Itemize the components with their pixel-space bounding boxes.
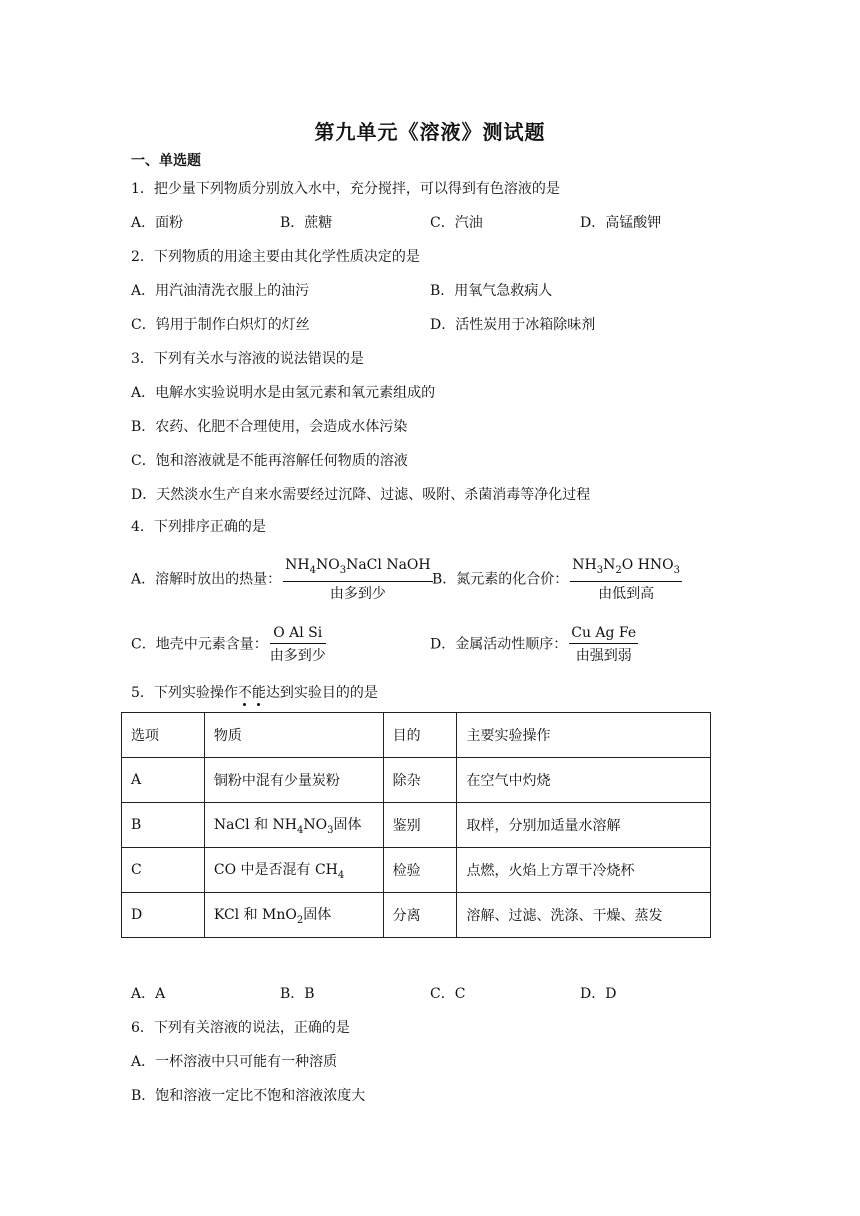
table-cell-operation: 取样，分别加适量水溶解 xyxy=(457,803,711,848)
table-cell-option: C xyxy=(122,848,205,893)
q4-option-d-fraction xyxy=(569,624,638,665)
question-4-stem: 4．下列排序正确的是 xyxy=(131,519,266,535)
q4-option-b xyxy=(432,556,684,603)
table-row xyxy=(122,893,711,938)
table-cell-purpose: 鉴别 xyxy=(383,803,457,848)
q4-option-c-fraction xyxy=(270,624,326,665)
table-cell-purpose: 检验 xyxy=(383,848,457,893)
q1-option-c: C．汽油 xyxy=(430,215,483,231)
q4-option-b-label: B．氮元素的化合价： xyxy=(432,571,569,588)
table-cell-option: B xyxy=(122,803,205,848)
q4-option-c-label: C．地壳中元素含量： xyxy=(131,636,268,653)
table-cell-operation: 在空气中灼烧 xyxy=(457,758,711,803)
table-cell-option: A xyxy=(122,758,205,803)
table-cell-substance: CO 中是否混有 $CH_4$ xyxy=(204,848,383,893)
table-header-cell: 目的 xyxy=(383,713,457,758)
q5-option-a: A．A xyxy=(131,986,166,1002)
q4-option-b-fraction xyxy=(570,556,682,603)
table-header-cell: 选项 xyxy=(122,713,205,758)
q4-option-d-order: 由强到弱 xyxy=(575,648,632,664)
table-row xyxy=(122,803,711,848)
q2-option-c: C．钨用于制作白炽灯的灯丝 xyxy=(131,317,310,333)
q2-option-d: D．活性炭用于冰箱除味剂 xyxy=(430,317,596,333)
q2-option-b: B．用氧气急救病人 xyxy=(430,283,553,299)
table-header-cell: 物质 xyxy=(204,713,383,758)
q3-option-a: A．电解水实验说明水是由氢元素和氧元素组成的 xyxy=(131,385,436,401)
section-heading: 一、单选题 xyxy=(131,153,201,169)
table-row xyxy=(122,848,711,893)
table-cell-purpose: 除杂 xyxy=(383,758,457,803)
q4-option-a xyxy=(131,556,435,603)
q4-option-a-order: 由多到少 xyxy=(329,585,386,602)
emphasis-mark: 不 xyxy=(237,685,252,701)
q4-option-d xyxy=(430,624,640,665)
q4-option-d-label: D．金属活动性顺序： xyxy=(430,636,568,653)
q5-option-b: B．B xyxy=(280,986,315,1002)
table-cell-option: D xyxy=(122,893,205,938)
q2-option-a: A．用汽油清洗衣服上的油污 xyxy=(131,283,310,299)
q4-option-a-fraction xyxy=(283,556,432,603)
table-header-row xyxy=(122,713,711,758)
q4-option-b-order: 由低到高 xyxy=(598,585,655,602)
q4-option-b-sequence: $NH_3N_2O$ $HNO_3$ xyxy=(570,556,682,582)
q3-option-d: D．天然淡水生产自来水需要经过沉降、过滤、吸附、杀菌消毒等净化过程 xyxy=(131,487,591,503)
table-cell-operation: 点燃，火焰上方罩干冷烧杯 xyxy=(457,848,711,893)
emphasis-mark: 能 xyxy=(251,685,266,701)
table-cell-purpose: 分离 xyxy=(383,893,457,938)
q5-option-d: D．D xyxy=(580,986,617,1002)
q6-option-b: B．饱和溶液一定比不饱和溶液浓度大 xyxy=(131,1088,366,1104)
table-header-cell: 主要实验操作 xyxy=(457,713,711,758)
question-5-stem: 5．下列实验操作不能达到实验目的的是 xyxy=(131,685,378,701)
q4-option-a-label: A．溶解时放出的热量： xyxy=(131,571,282,588)
table-cell-substance: KCl 和 MnO$_2$固体 xyxy=(204,893,383,938)
table-cell-operation: 溶解、过滤、洗涤、干燥、蒸发 xyxy=(457,893,711,938)
q4-option-a-sequence: $NH_4NO_3NaCl$ NaOH xyxy=(283,556,432,582)
q1-option-a: A．面粉 xyxy=(131,215,184,231)
table-cell-substance: 铜粉中混有少量炭粉 xyxy=(204,758,383,803)
q5-option-c: C．C xyxy=(430,986,466,1002)
question-2-stem: 2．下列物质的用途主要由其化学性质决定的是 xyxy=(131,249,420,265)
question-1-stem: 1．把少量下列物质分别放入水中，充分搅拌，可以得到有色溶液的是 xyxy=(131,181,560,197)
q3-option-b: B．农药、化肥不合理使用，会造成水体污染 xyxy=(131,419,408,435)
question-6-stem: 6．下列有关溶液的说法，正确的是 xyxy=(131,1020,350,1036)
q6-option-a: A．一杯溶液中只可能有一种溶质 xyxy=(131,1054,338,1070)
experiment-table xyxy=(121,712,711,938)
page-title: 第九单元《溶液》测试题 xyxy=(314,120,546,144)
q4-option-d-sequence: Cu Ag Fe xyxy=(569,624,638,644)
q1-option-b: B．蔗糖 xyxy=(280,215,333,231)
q4-option-c xyxy=(131,624,328,665)
question-3-stem: 3．下列有关水与溶液的说法错误的是 xyxy=(131,351,364,367)
q4-option-c-order: 由多到少 xyxy=(269,648,326,664)
table-cell-substance: NaCl 和 $NH_4NO_3$固体 xyxy=(204,803,383,848)
table-row xyxy=(122,758,711,803)
q1-option-d: D．高锰酸钾 xyxy=(580,215,662,231)
q3-option-c: C．饱和溶液就是不能再溶解任何物质的溶液 xyxy=(131,453,408,469)
q4-option-c-sequence: O Al Si xyxy=(270,624,326,644)
